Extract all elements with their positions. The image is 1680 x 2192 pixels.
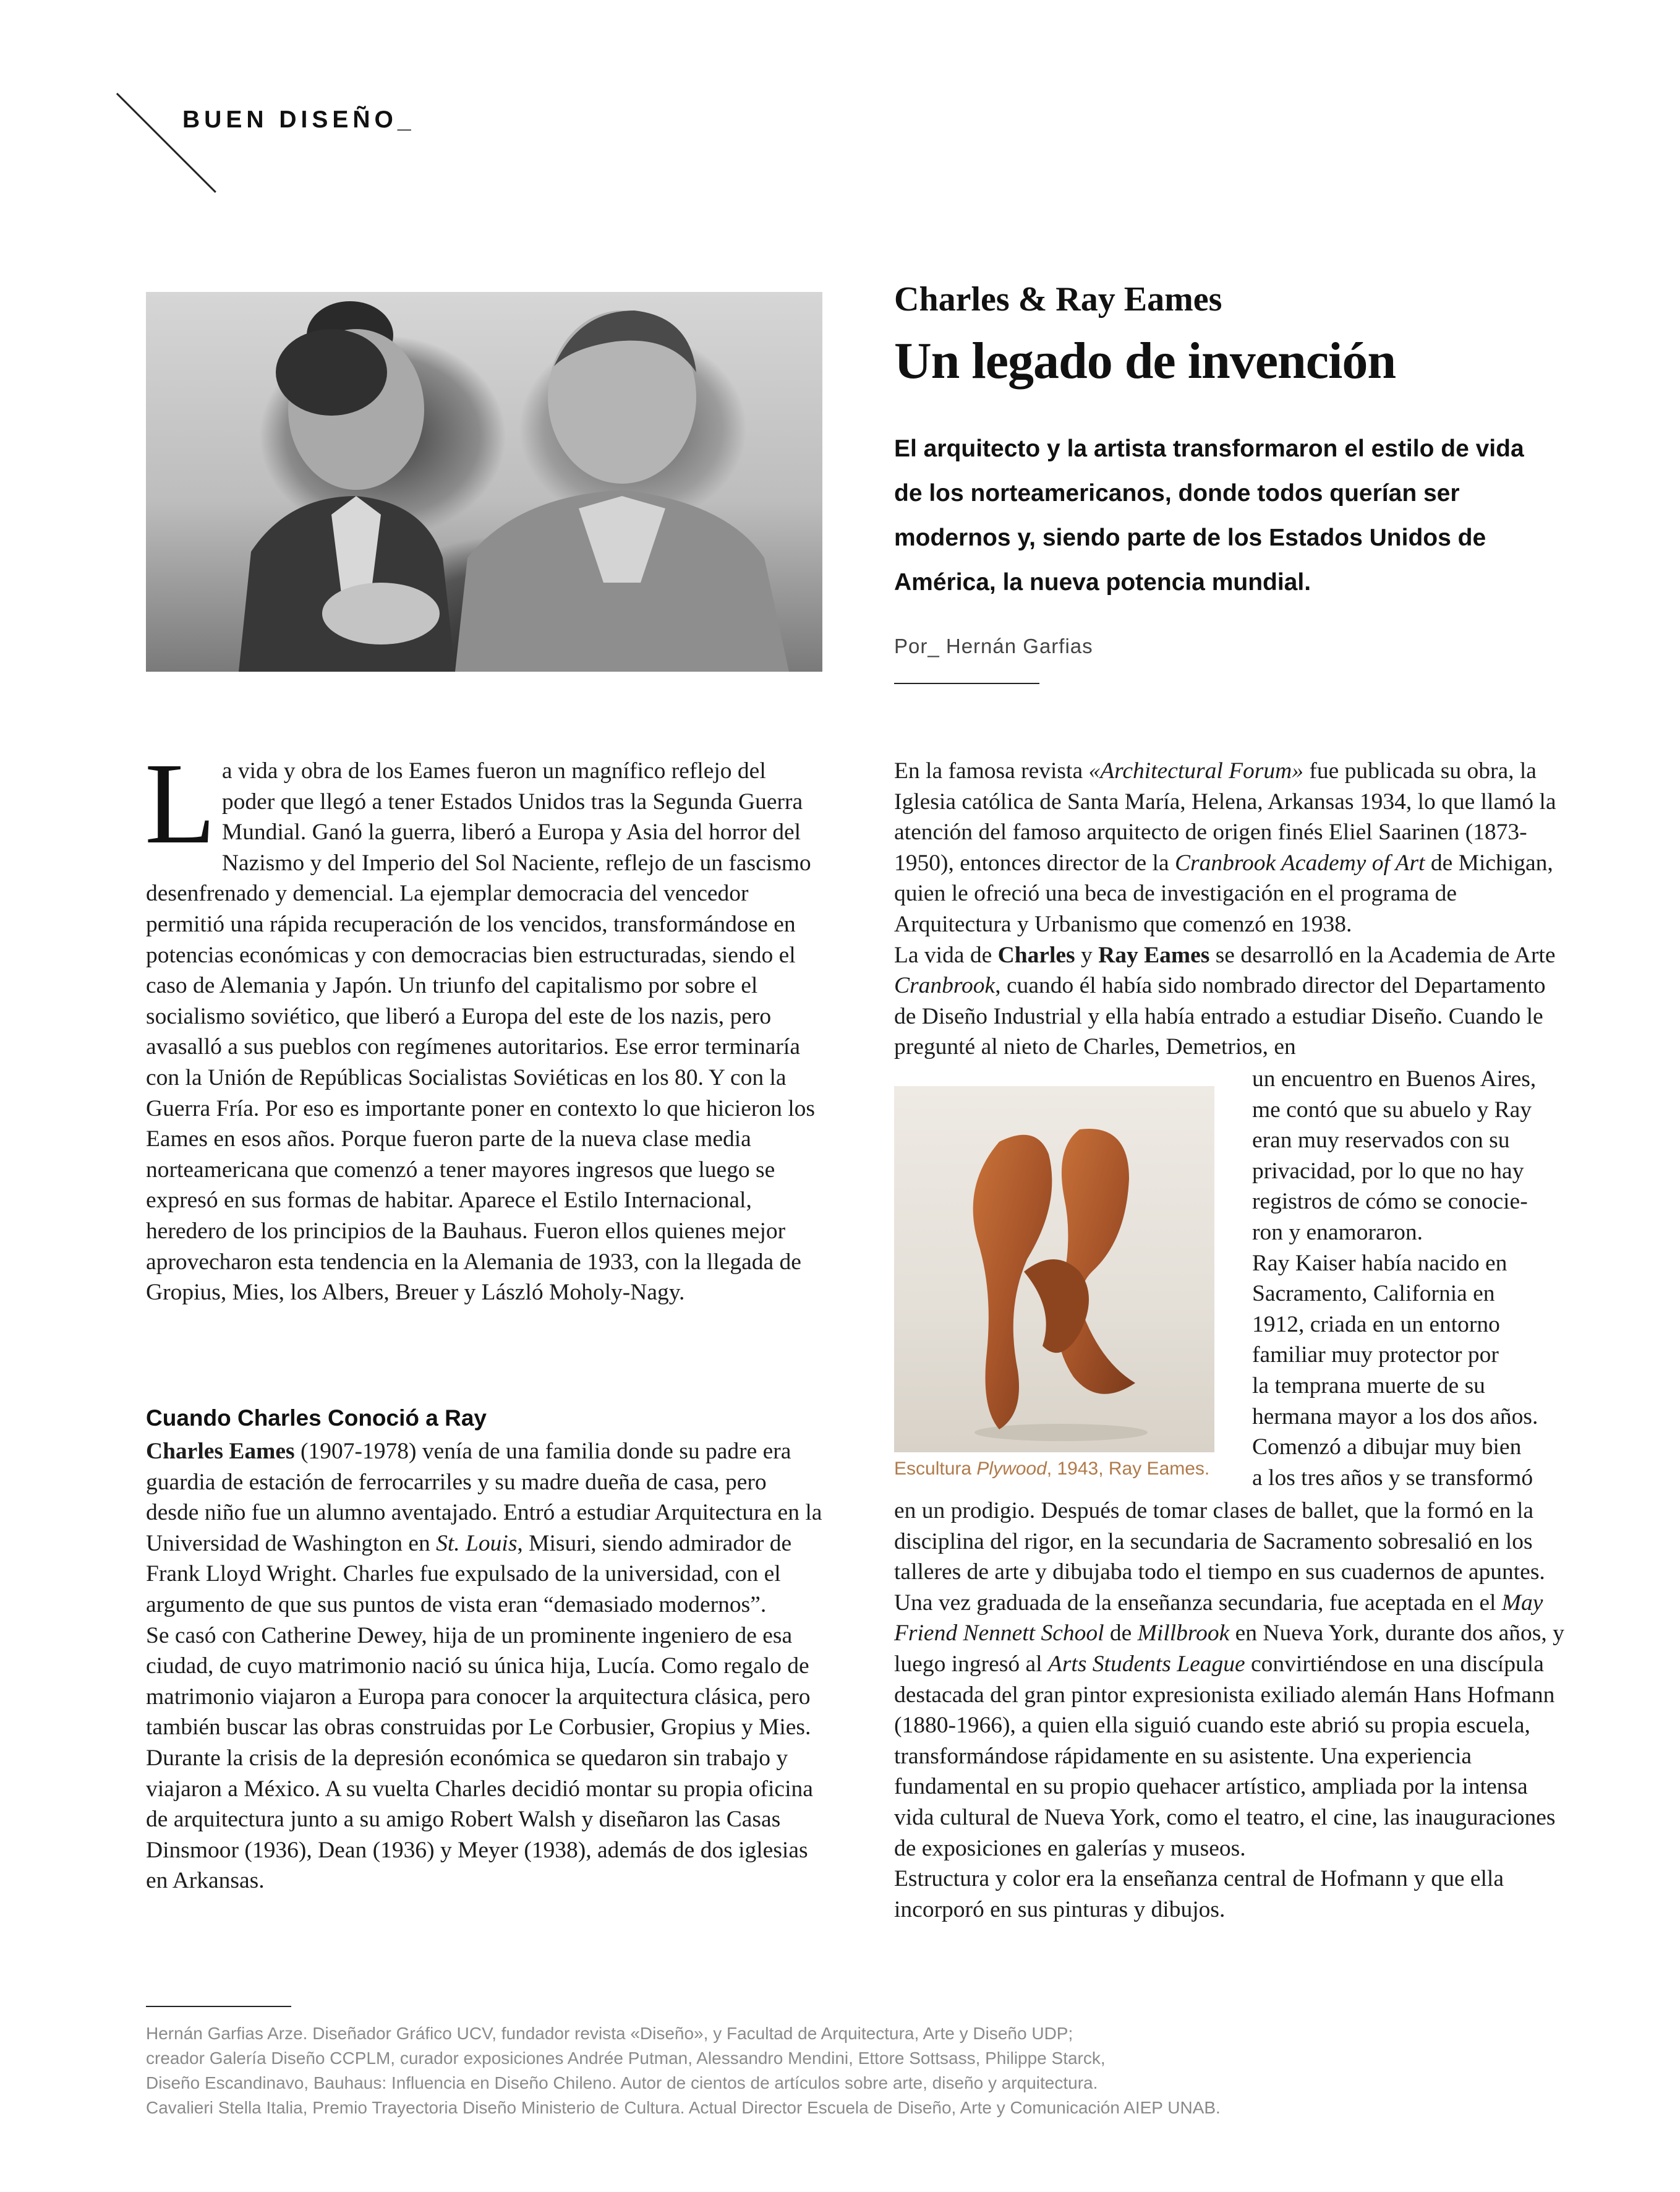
italic-arts-students-league: Arts Students League [1047, 1651, 1245, 1677]
dropcap: L [145, 739, 216, 868]
paragraph-catherine: Se casó con Catherine Dewey, hija de un prominente ingeniero de esa ciudad, de cuyo matrimonio nació su única hija, Lucía. Como regalo de matrimonio viajaron a Europa para conocer la arquitectura clásica, pero también buscar las obras construidas por Le Corbusier, Gropius y Mies. Durante la crisis de la depresión económica se quedaron sin trabajo y viajaron a México. A su vuelta Charles decidió montar su propia oficina de arquitectura junto a su amigo Robert Walsh y diseñaron las Casas Dinsmoor (1936), Dean (1936) y Meyer (1938), además de dos iglesias en Arkansas. [146, 1622, 813, 1894]
wrapped-text-beside-image [1252, 1064, 1574, 1493]
wrap-line: a los tres años y se transformó [1252, 1465, 1533, 1491]
italic-may-friend-school: May Friend Nennett School [894, 1590, 1543, 1646]
article-title: Un legado de invención [894, 332, 1396, 390]
intro-paragraph: a vida y obra de los Eames fueron un magnífico reflejo del poder que llegó a tener Estados Unidos tras la Segunda Guerra Mundial. Ganó la guerra, liberó a Europa y Asia del horror del Nazismo y del Imperio del Sol Naciente, reflejo de un fascismo desenfrenado y demencial. La ejemplar democracia del vencedor permitió una rápida recuperación de los vencidos, transformándose en potencias económicas y con democracias bien estructuradas, siendo el caso de Alemania y Japón. Un triunfo del capitalismo por sobre el socialismo soviético, que liberó a Europa del este de los nazis, pero avasalló a sus pueblos con regímenes autoritarios. Ese error terminaría con la Unión de Repúblicas Socialistas Soviéticas en los 80. Y con la Guerra Fría. Por eso es importante poner en contexto lo que hicieron los Eames en esos años. Porque fueron parte de la nueva clase media norteamericana que comenzó a tener mayores ingresos que luego se expresó en sus formas de habitar. Aparece el Estilo Internacional, heredero de los principios de la Bauhaus. Fueron ellos quienes mejor aprovecharon esta tendencia en la Alemania de 1933, con la llegada de Gropius, Mies, los Albers, Breuer y László Moholy-Nagy. [146, 758, 815, 1306]
footnote-line: Diseño Escandinavo, Bauhaus: Influencia en Diseño Chileno. Autor de cientos de artículos sobre arte, diseño y arquitectura. [146, 2073, 1098, 2092]
paragraph-prodigio [894, 1496, 1571, 1864]
wrap-line: registros de cómo se conocie- [1252, 1189, 1528, 1215]
italic-cranbrook: Cranbrook [894, 973, 996, 999]
bold-charles: Charles [997, 942, 1075, 968]
italic-plywood: Plywood [976, 1458, 1047, 1479]
text-run: , cuando él había sido nombrado director del Departamento de Diseño Industrial y ella había entrado a estudiar Diseño. Cuando le pregunté al nieto de Charles, Demetrios, en [894, 973, 1546, 1060]
text-run: (1907-1978) venía de una familia donde su padre era guardia de estación de ferrocarriles y su madre dueña de casa, pero desde niño fue un alumno aventajado. Entró a estudiar Arquitectura en la Universidad de Washington en [146, 1439, 822, 1556]
wrap-line: me contó que su abuelo y Ray [1252, 1097, 1532, 1123]
italic-architectural-forum: «Architectural Forum» [1088, 758, 1303, 784]
section-label: BUEN DISEÑO_ [182, 106, 416, 133]
bold-ray-eames: Ray Eames [1098, 942, 1210, 968]
wrap-line: 1912, criada en un entorno [1252, 1311, 1500, 1337]
right-column-top [894, 756, 1571, 1063]
text-run: se desarrolló en la Academia de Arte [1209, 942, 1556, 968]
text-run: fue publicada su obra, la Iglesia católica de Santa María, Helena, Arkansas 1934, lo que llamó la atención del famoso arquitecto de origen finés Eliel Saarinen (1873-1950), entonces director de la [894, 758, 1556, 876]
italic-st-louis: St. Louis [436, 1530, 518, 1556]
left-column-intro [145, 739, 822, 1308]
byline: Por_ Hernán Garfias [894, 635, 1093, 657]
wrap-line: familiar muy protector por [1252, 1342, 1499, 1368]
wrap-line: Ray Kaiser había nacido en [1252, 1250, 1507, 1276]
wrap-line: privacidad, por lo que no hay [1252, 1158, 1524, 1184]
author-footnote [146, 2021, 1568, 2120]
italic-cranbrook-academy: Cranbrook Academy of Art [1175, 850, 1425, 876]
plywood-sculpture-photo [894, 1086, 1214, 1452]
italic-millbrook: Millbrook [1137, 1620, 1230, 1646]
text-run: convirtiéndose en una discípula destacada del gran pintor expresionista exiliado alemán Hans Hofmann (1880-1966), a quien ella siguió cuando este abrió su propia escuela, transformándose rápidamente en su asistente. Una experiencia fundamental en su propio quehacer artístico, ampliada por la intensa vida cultural de Nueva York, como el teatro, el cine, las inauguraciones de exposiciones en galerías y museos. [894, 1651, 1556, 1861]
wrap-line: eran muy reservados con su [1252, 1128, 1510, 1154]
footnote-divider [146, 2006, 291, 2007]
paragraph-architectural-forum [894, 756, 1571, 940]
article-kicker: Charles & Ray Eames [894, 280, 1222, 319]
paragraph-estructura: Estructura y color era la enseñanza central de Hofmann y que ella incorporó en sus pinturas y dibujos. [894, 1866, 1504, 1922]
wrap-line: ron y enamoraron. [1252, 1219, 1423, 1245]
text-run: Escultura [894, 1458, 977, 1479]
bold-charles-eames: Charles Eames [146, 1439, 295, 1464]
wrap-line: hermana mayor a los dos años. [1252, 1403, 1538, 1429]
text-run: de Michigan, quien le ofreció una beca de investigación en el programa de Arquitectura y Urbanismo que comenzó en 1938. [894, 850, 1553, 937]
text-run: , 1943, Ray Eames. [1046, 1458, 1210, 1479]
paragraph-charles-eames [146, 1436, 822, 1620]
left-column-body [146, 1436, 822, 1896]
text-run: en Nueva York, durante dos años, y luego ingresó al [894, 1620, 1564, 1677]
byline-divider [894, 683, 1039, 684]
wrap-line: la temprana muerte de su [1252, 1372, 1485, 1398]
footnote-line: creador Galería Diseño CCPLM, curador exposiciones Andrée Putman, Alessandro Mendini, Ettore Sottsass, Philippe Starck, [146, 2049, 1106, 2068]
text-run: , Misuri, siendo admirador de Frank Lloyd Wright. Charles fue expulsado de la universidad, con el argumento de que sus puntos de vista eran “demasiado modernos”. [146, 1530, 792, 1617]
text-run: de [1104, 1620, 1138, 1646]
text-run: en un prodigio. Después de tomar clases de ballet, que la formó en la disciplina del rigor, en la secundaria de Sacramento sobresalió en los talleres de arte y dibujaba todo el tiempo en sus cuadernos de apuntes. Una vez graduada de la enseñanza secundaria, fue aceptada en el [894, 1498, 1545, 1616]
eames-portrait-photo [146, 292, 822, 672]
wrap-line: un encuentro en Buenos Aires, [1252, 1066, 1537, 1092]
right-column-bottom [894, 1496, 1571, 1925]
paragraph-la-vida [894, 940, 1571, 1063]
footnote-line: Hernán Garfias Arze. Diseñador Gráfico UCV, fundador revista «Diseño», y Facultad de Arquitectura, Arte y Diseño UDP; [146, 2024, 1073, 2043]
text-run: y [1075, 942, 1099, 968]
article-lead: El arquitecto y la artista transformaron el estilo de vida de los norteamericanos, donde todos querían ser modernos y, siendo parte de los Estados Unidos de América, la nueva potencia mundial. [894, 435, 1524, 596]
text-run: En la famosa revista [894, 758, 1089, 784]
wrap-line: Comenzó a dibujar muy bien [1252, 1434, 1522, 1460]
sculpture-caption [894, 1458, 1209, 1479]
subhead-cuando-charles: Cuando Charles Conoció a Ray [146, 1405, 487, 1431]
footnote-line: Cavalieri Stella Italia, Premio Trayectoria Diseño Ministerio de Cultura. Actual Director Escuela de Diseño, Arte y Comunicación AIEP UNAB. [146, 2098, 1221, 2117]
text-run: La vida de [894, 942, 998, 968]
wrap-line: Sacramento, California en [1252, 1281, 1495, 1307]
